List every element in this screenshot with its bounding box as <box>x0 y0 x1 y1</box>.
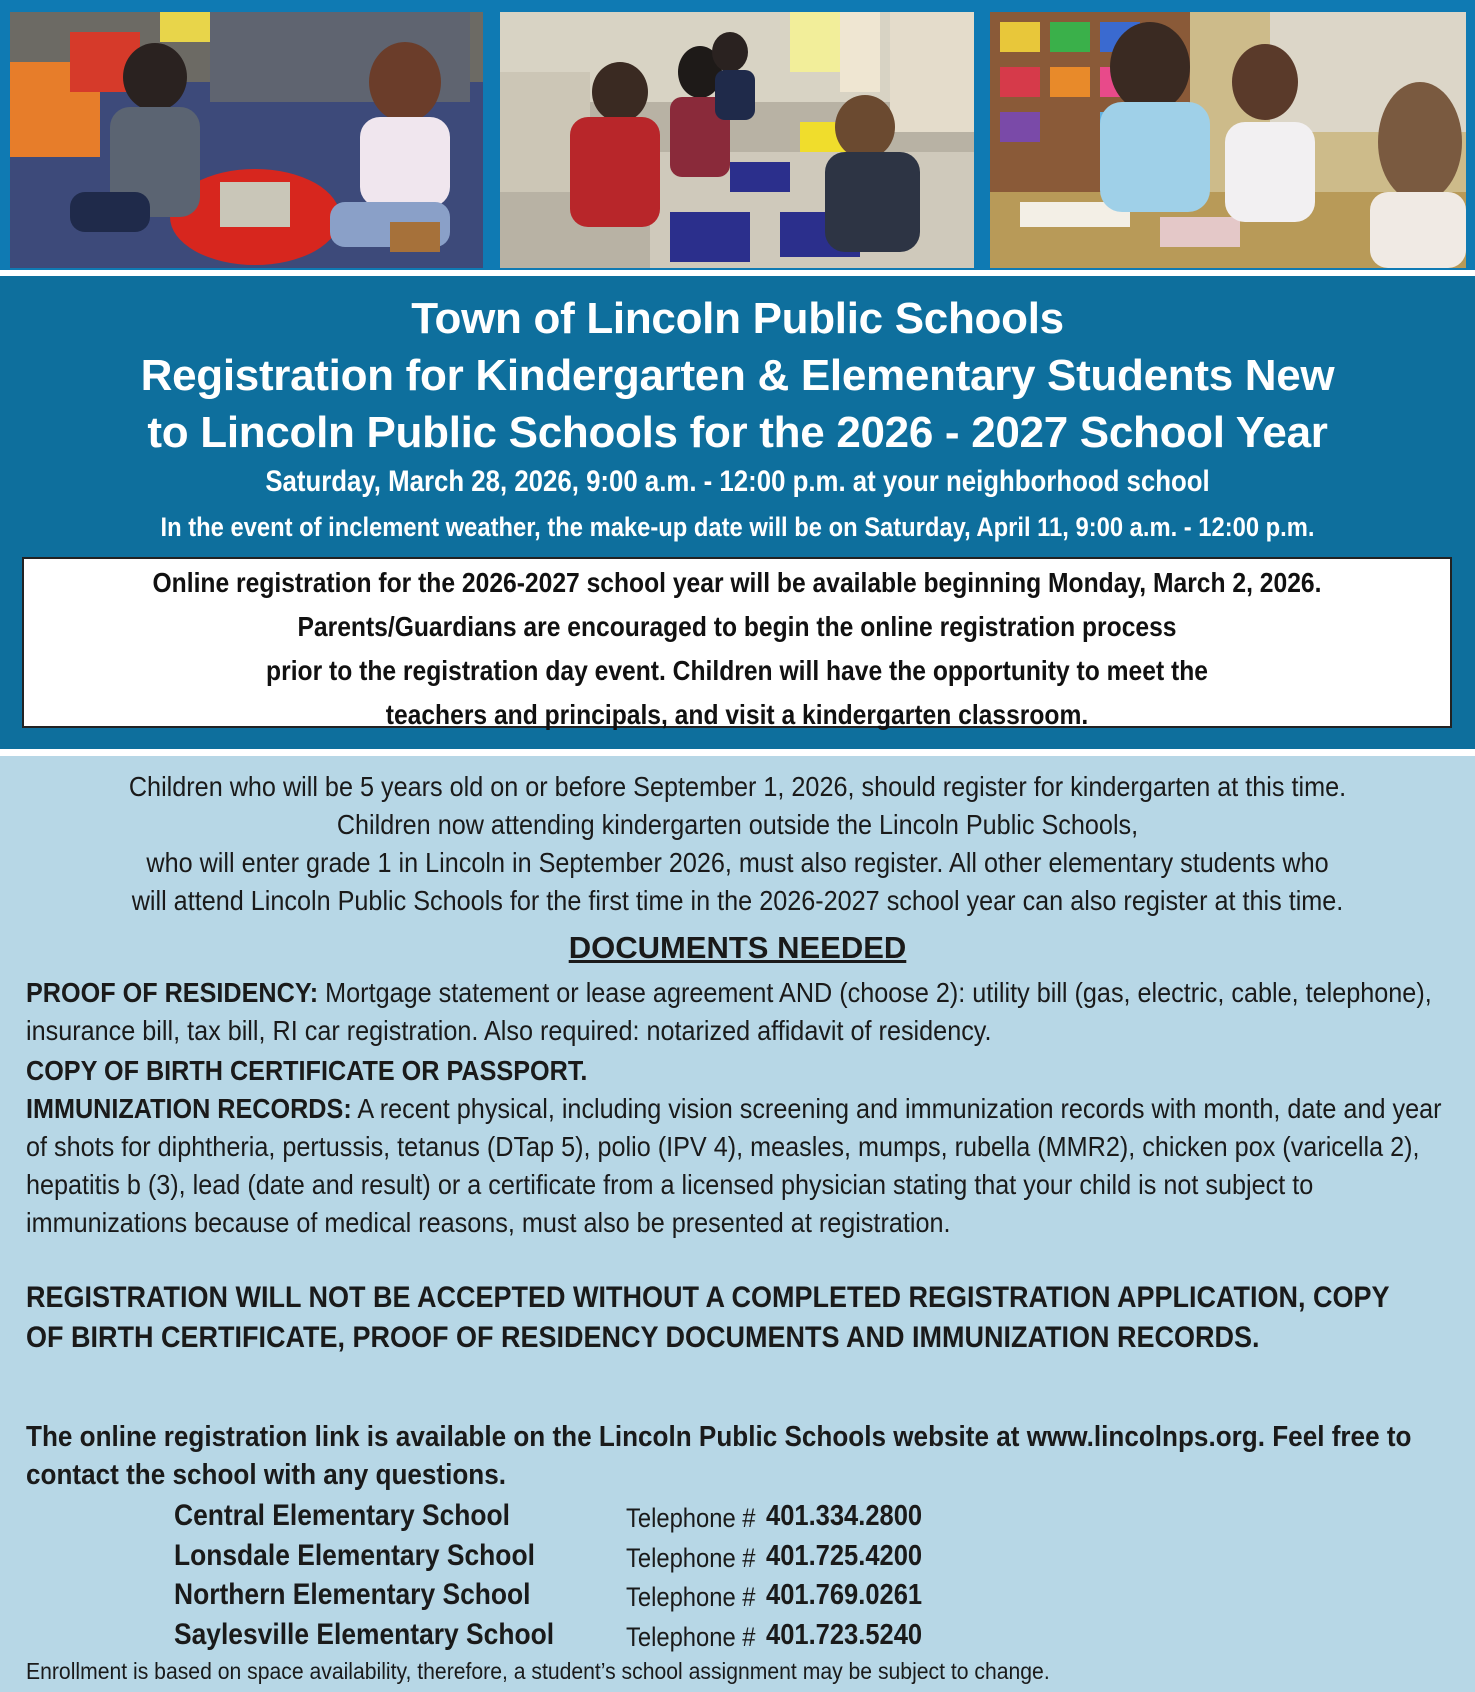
school-name: Lonsdale Elementary School <box>174 1538 535 1572</box>
school-name: Saylesville Elementary School <box>174 1617 555 1651</box>
proof-of-residency <box>26 974 1456 1050</box>
online-link-text: The online registration link is available on the Lincoln Public Schools website at www.lincolnps.org. Feel free to contact the school with any questions. <box>26 1421 1412 1491</box>
telephone-number: 401.769.0261 <box>766 1579 923 1611</box>
photo-strip <box>0 0 1475 270</box>
telephone-label: Telephone # <box>626 1542 756 1573</box>
online-registration-box <box>22 557 1452 728</box>
online-link-notice <box>26 1418 1466 1494</box>
school-contact-list <box>174 1496 1274 1654</box>
school-row <box>174 1575 1274 1615</box>
classroom-photo-2 <box>500 12 974 268</box>
school-row <box>174 1496 1274 1536</box>
telephone-number: 401.334.2800 <box>766 1500 923 1532</box>
telephone-label: Telephone # <box>626 1503 756 1533</box>
immunization-records <box>26 1090 1456 1242</box>
info-section <box>0 756 1475 1692</box>
enrollment-footnote: Enrollment is based on space availability, therefore, a student’s school assignment may be subject to change. <box>26 1658 1050 1684</box>
telephone-label: Telephone # <box>626 1621 756 1652</box>
eligibility-intro <box>0 768 1475 920</box>
page-title <box>0 290 1475 461</box>
residency-label: PROOF OF RESIDENCY: <box>26 977 319 1008</box>
intro-line-4: will attend Lincoln Public Schools for the first time in the 2026-2027 school year can also register at this time. <box>131 885 1344 916</box>
classroom-photo-3 <box>990 12 1466 268</box>
documents-heading: DOCUMENTS NEEDED <box>568 930 907 965</box>
telephone-number: 401.725.4200 <box>766 1539 923 1572</box>
online-line-3: prior to the registration day event. Children will have the opportunity to meet the <box>266 655 1208 686</box>
intro-line-3: who will enter grade 1 in Lincoln in September 2026, must also register. All other elementary students who <box>146 847 1329 878</box>
residency-text: Mortgage statement or lease agreement AND (choose 2): utility bill (gas, electric, cable, telephone), insurance bill, tax bill, RI car registration. Also required: notarized affidavit of residency. <box>26 977 1432 1046</box>
title-line-1: Town of Lincoln Public Schools <box>411 294 1064 343</box>
telephone-number: 401.723.5240 <box>766 1618 923 1651</box>
title-line-3: to Lincoln Public Schools for the 2026 - 2027 School Year <box>147 408 1328 457</box>
school-name: Northern Elementary School <box>174 1578 531 1611</box>
school-row <box>174 1536 1274 1576</box>
warning-text: REGISTRATION WILL NOT BE ACCEPTED WITHOUT A COMPLETED REGISTRATION APPLICATION, COPY OF BIRTH CERTIFICATE, PROOF OF RESIDENCY DOCUMENTS AND IMMUNIZATION RECORDS. <box>26 1281 1390 1354</box>
birth-label: COPY OF BIRTH CERTIFICATE OR PASSPORT. <box>26 1055 588 1086</box>
classroom-photo-1 <box>10 12 483 268</box>
header-banner <box>0 276 1475 749</box>
intro-line-2: Children now attending kindergarten outside the Lincoln Public Schools, <box>336 809 1139 840</box>
registration-warning <box>26 1278 1466 1358</box>
online-line-1: Online registration for the 2026-2027 school year will be available beginning Monday, March 2, 2026. <box>152 567 1322 598</box>
online-line-4: teachers and principals, and visit a kindergarten classroom. <box>385 699 1089 730</box>
birth-certificate <box>26 1052 1456 1090</box>
weather-makeup-date: In the event of inclement weather, the make-up date will be on Saturday, April 11, 9:00 a.m. - 12:00 p.m. <box>160 512 1315 542</box>
online-line-2: Parents/Guardians are encouraged to begin the online registration process <box>297 611 1177 642</box>
school-row <box>174 1615 1274 1655</box>
telephone-label: Telephone # <box>626 1582 756 1612</box>
title-line-2: Registration for Kindergarten & Elementary Students New <box>140 351 1335 400</box>
immunization-text: A recent physical, including vision screening and immunization records with month, date and year of shots for diphtheria, pertussis, tetanus (DTap 5), polio (IPV 4), measles, mumps, rubella (MMR2), chicken pox (varicella 2), hepatitis b (3), lead (date and result) or a certificate from a licensed physician stating that your child is not subject to immunizations because of medical reasons, must also be presented at registration. <box>26 1093 1442 1238</box>
immunization-label: IMMUNIZATION RECORDS: <box>26 1093 352 1124</box>
school-name: Central Elementary School <box>174 1499 510 1532</box>
intro-line-1: Children who will be 5 years old on or before September 1, 2026, should register for kindergarten at this time. <box>128 771 1347 802</box>
event-date: Saturday, March 28, 2026, 9:00 a.m. - 12:00 p.m. at your neighborhood school <box>265 465 1210 498</box>
